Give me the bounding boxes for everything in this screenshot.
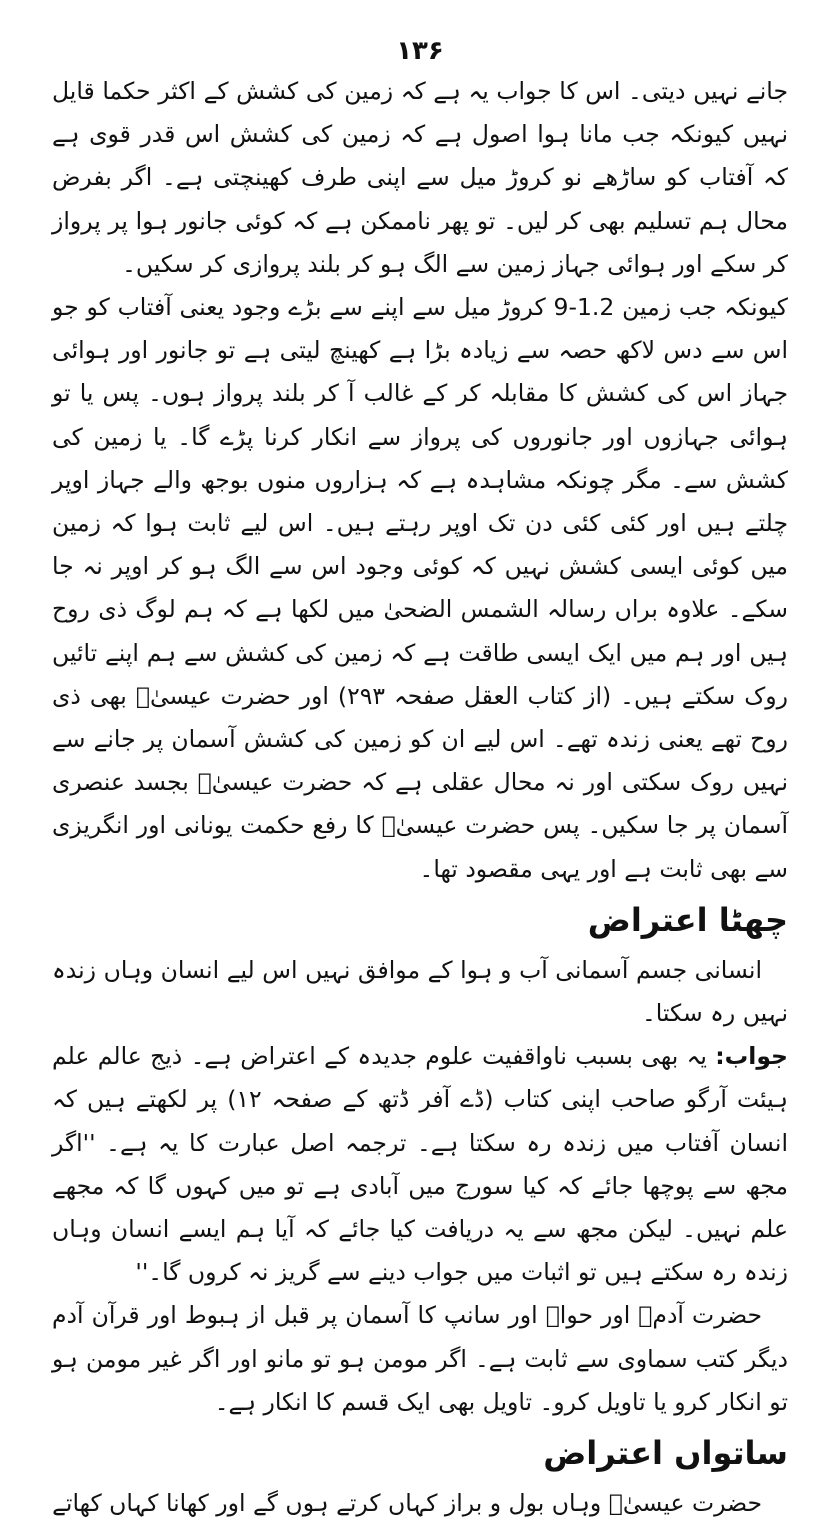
adam-paragraph: حضرت آدمؑ اور حواؑ اور سانپ کا آسمان پر قبل از ہبوط اور قرآن آدم دیگر کتب سماوی سے ثابت ہے۔ اگر مومن ہو تو مانو اور اگر غیر مومن ہو تو انکار کرو یا تاویل کرو۔ تاویل بھی ایک قسم کا انکار ہے۔ <box>52 1301 788 1416</box>
sixth-objection-heading: چھٹا اعتراض <box>587 900 788 939</box>
answer-lead: جواب: <box>715 1042 788 1071</box>
seventh-objection-text: حضرت عیسیٰؑ وہاں بول و براز کہاں کرتے ہوں گے اور کھانا کہاں کھاتے <box>52 1489 762 1518</box>
intro-paragraph: جانے نہیں دیتی۔ اس کا جواب یہ ہے کہ زمین کی کشش کے اکثر حکما قایل نہیں کیونکہ جب مانا ہوا اصول ہے کہ زمین کی کشش اس قدر قوی ہے کہ آفتاب کو ساڑھے نو کروڑ میل سے اپنی طرف کھینچتی ہے۔ اگر بفرض محال ہم تسلیم بھی کر لیں۔ تو پھر ناممکن ہے کہ کوئی جانور ہوا پر پرواز کر سکے اور ہوائی جہاز زمین سے الگ ہو کر بلند پروازی کر سکیں۔ <box>52 77 788 278</box>
seventh-objection-heading: ساتواں اعتراض <box>543 1434 788 1473</box>
gravity-argument-paragraph: کیونکہ جب زمین 1.2-9 کروڑ میل سے اپنے سے بڑے وجود یعنی آفتاب کو جو اس سے دس لاکھ حصہ سے زیادہ بڑا ہے کھینچ لیتی ہے تو جانور اور ہوائی جہاز اس کی کشش کا مقابلہ کر کے غالب آ کر بلند پرواز ہوں۔ پس یا تو ہوائی جہازوں اور جانوروں کی پرواز سے انکار کرنا پڑے گا۔ یا زمین کی کشش سے۔ مگر چونکہ مشاہدہ ہے کہ ہزاروں منوں بوجھ والے جہاز اوپر چلتے ہیں اور کئی کئی دن تک اوپر رہتے ہیں۔ اس لیے ثابت ہوا کہ زمین میں کوئی ایسی کشش نہیں کہ کوئی وجود اس سے الگ ہو کر اوپر نہ جا سکے۔ علاوہ براں رسالہ الشمس الضحیٰ میں لکھا ہے کہ ہم لوگ ذی روح ہیں اور ہم میں ایک ایسی طاقت ہے کہ زمین کی کشش سے ہم اپنے تائیں روک سکتے ہیں۔ (از کتاب العقل صفحہ ۲۹۳) اور حضرت عیسیٰؑ بھی ذی روح تھے یعنی زندہ تھے۔ اس لیے ان کو زمین کی کشش آسمان پر جانے سے نہیں روک سکتی اور نہ محال عقلی ہے کہ حضرت عیسیٰؑ بجسد عنصری آسمان پر جا سکیں۔ پس حضرت عیسیٰؑ کا رفع حکمت یونانی اور انگریزی سے بھی ثابت ہے اور یہی مقصود تھا۔ <box>52 293 789 883</box>
answer-text: یہ بھی بسبب ناواقفیت علوم جدیدہ کے اعتراض ہے۔ ذیج عالم علم ہیئت آرگو صاحب اپنی کتاب (ڈے آفر ڈتھ کے صفحہ ۱۲) پر لکھتے ہیں کہ انسان آفتاب میں زندہ رہ سکتا ہے۔ ترجمہ اصل عبارت کا یہ ہے۔ ''اگر مجھ سے پوچھا جائے کہ کیا سورج میں آبادی ہے تو میں کہوں گا کہ مجھے علم نہیں۔ لیکن مجھ سے یہ دریافت کیا جائے کہ آیا ہم ایسے انسان وہاں زندہ رہ سکتے ہیں تو اثبات میں جواب دینے سے گریز نہ کروں گا۔'' <box>52 1042 788 1287</box>
answer-paragraph <box>52 1035 788 1294</box>
sixth-objection-text: انسانی جسم آسمانی آب و ہوا کے موافق نہیں اس لیے انسان وہاں زندہ نہیں رہ سکتا۔ <box>52 955 788 1028</box>
page-number: ۱۳۶ <box>396 36 444 66</box>
